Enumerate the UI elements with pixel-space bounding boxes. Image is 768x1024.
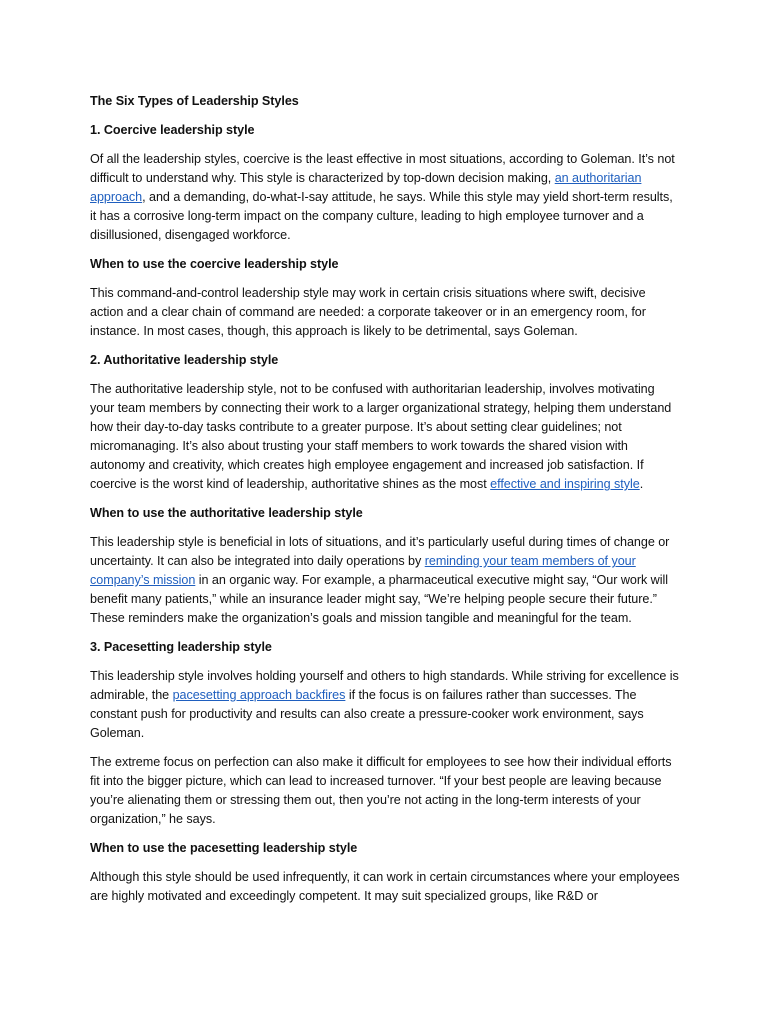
paragraph-text: . [639,477,644,491]
link-reminding-team-mission[interactable]: reminding your team members of your company’s mission [90,554,636,587]
subheading-when-coercive: When to use the coercive leadership style [90,257,339,271]
paragraph-pacesetting-perfection: The extreme focus on perfection can also make it difficult for employees to see how their individual efforts fit into the bigger picture, which can lead to increased turnover. “If your best people are leaving because you’re alienating them or stressing them out, then you’re not acting in the long-term interests of your organization,” he says. [90,755,672,826]
paragraph-authoritative-intro [90,380,680,494]
link-pacesetting-backfires[interactable]: pacesetting approach backfires [172,688,346,702]
section-heading-authoritative: 2. Authoritative leadership style [90,353,279,367]
document-page [90,92,680,916]
paragraph-pacesetting-intro [90,667,680,743]
paragraph-text: The authoritative leadership style, not to be confused with authoritarian leadership, involves motivating your team members by connecting their work to a larger organizational strategy, helping them understand how their day-to-day tasks contribute to a greater purpose. It’s about setting clear guidelines; not micromanaging. It’s also about trusting your staff members to work towards the shared vision with autonomy and creativity, which creates high employee engagement and increased job satisfaction. If coercive is the worst kind of leadership, authoritative shines as the most [90,382,672,491]
paragraph-coercive-intro [90,150,680,245]
paragraph-text: in an organic way. For example, a pharmaceutical executive might say, “Our work will benefit many patients,” while an insurance leader might say, “We’re helping people secure their future.” These reminders make the organization’s goals and mission tangible and meaningful for the team. [90,573,668,625]
subheading-when-pacesetting: When to use the pacesetting leadership style [90,841,358,855]
paragraph-text: , and a demanding, do-what-I-say attitude, he says. While this style may yield short-term results, it has a corrosive long-term impact on the company culture, leading to high employee turnover and a disillusioned, disengaged workforce. [90,190,673,242]
paragraph-text: if the focus is on failures rather than successes. The constant push for productivity and results can also create a pressure-cooker work environment, says Goleman. [90,688,644,740]
paragraph-text: This leadership style is beneficial in lots of situations, and it’s particularly useful during times of change or uncertainty. It can also be integrated into daily operations by [90,535,670,568]
paragraph-pacesetting-when: Although this style should be used infrequently, it can work in certain circumstances where your employees are highly motivated and exceedingly competent. It may suit specialized groups, like R&D or [90,870,680,903]
paragraph-authoritative-when [90,533,680,628]
paragraph-text: Of all the leadership styles, coercive is the least effective in most situations, according to Goleman. It’s not difficult to understand why. This style is characterized by top-down decision making, [90,152,675,185]
section-heading-coercive: 1. Coercive leadership style [90,123,255,137]
subheading-when-authoritative: When to use the authoritative leadership style [90,506,363,520]
document-title: The Six Types of Leadership Styles [90,94,299,108]
paragraph-coercive-when: This command-and-control leadership style may work in certain crisis situations where swift, decisive action and a clear chain of command are needed: a corporate takeover or in an emergency room, for instance. In most cases, though, this approach is likely to be detrimental, says Goleman. [90,286,646,338]
link-effective-inspiring-style[interactable]: effective and inspiring style [490,477,640,491]
section-heading-pacesetting: 3. Pacesetting leadership style [90,640,272,654]
link-authoritarian-approach[interactable]: an authoritarian approach [90,171,642,204]
paragraph-text: This leadership style involves holding yourself and others to high standards. While striving for excellence is admirable, the [90,669,679,702]
